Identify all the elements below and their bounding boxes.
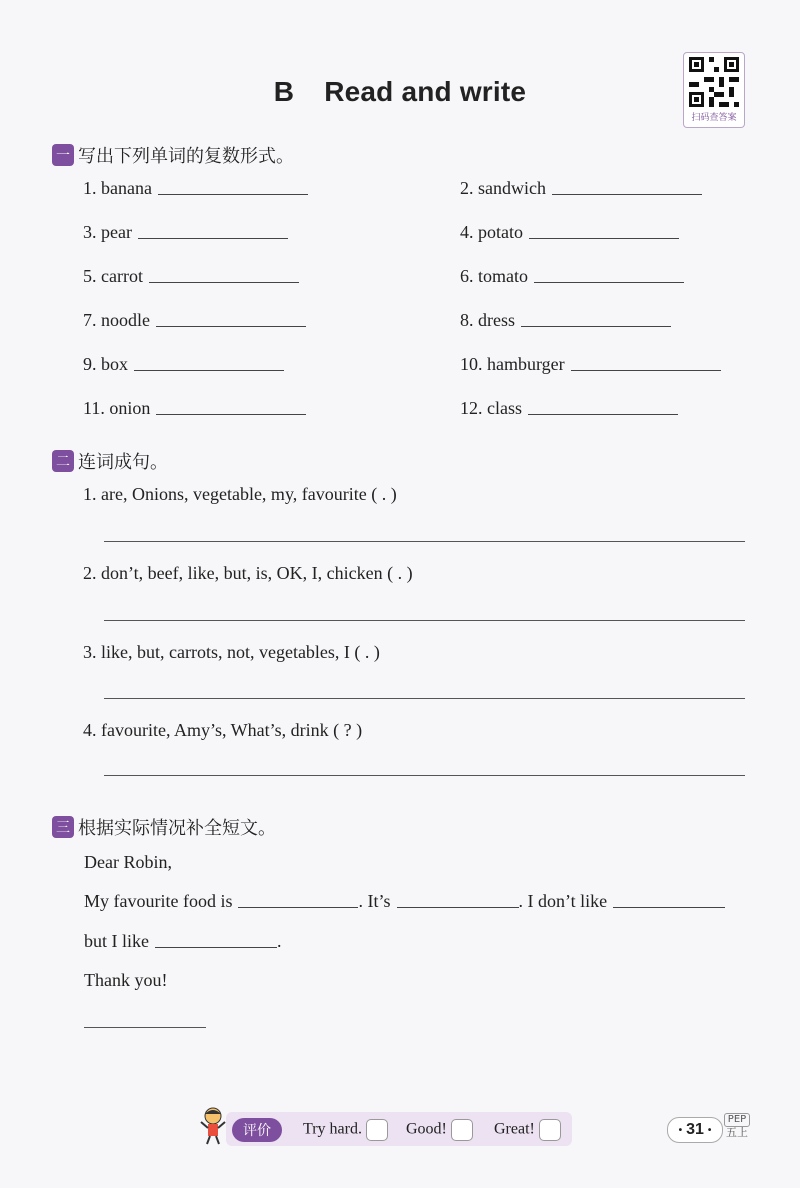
plural-item-4: 4. potato bbox=[460, 222, 679, 243]
letter-line-1: My favourite food is . It’s . I don’t like bbox=[84, 891, 725, 912]
answer-blank[interactable] bbox=[138, 237, 288, 239]
plural-item-1: 1. banana bbox=[83, 178, 308, 199]
answer-blank[interactable] bbox=[158, 193, 308, 195]
section-3-badge: 三 bbox=[52, 816, 74, 838]
section-2-title: 连词成句。 bbox=[78, 452, 168, 473]
section-3-header bbox=[52, 815, 276, 839]
sentence-prompt-1: 1. are, Onions, vegetable, my, favourite ( . ) bbox=[83, 484, 397, 504]
answer-blank[interactable] bbox=[156, 413, 306, 415]
sentence-prompt-3: 3. like, but, carrots, not, vegetables, I ( . ) bbox=[83, 642, 380, 662]
plural-item-8: 8. dress bbox=[460, 310, 671, 331]
answer-blank[interactable] bbox=[149, 281, 299, 283]
section-2-header bbox=[52, 449, 168, 473]
page-title bbox=[0, 76, 800, 108]
checkbox[interactable] bbox=[539, 1119, 561, 1141]
plural-item-10: 10. hamburger bbox=[460, 354, 721, 375]
answer-blank[interactable] bbox=[238, 906, 358, 908]
plural-item-9: 9. box bbox=[83, 354, 284, 375]
answer-blank[interactable] bbox=[529, 237, 679, 239]
answer-blank[interactable] bbox=[613, 906, 725, 908]
answer-line-4[interactable] bbox=[104, 775, 745, 776]
answer-blank[interactable] bbox=[134, 369, 284, 371]
checkbox[interactable] bbox=[366, 1119, 388, 1141]
answer-blank[interactable] bbox=[155, 946, 277, 948]
eval-option-great[interactable]: Great! bbox=[494, 1119, 561, 1141]
section-title: Read and write bbox=[324, 76, 527, 107]
plural-item-11: 11. onion bbox=[83, 398, 306, 419]
letter-line-2: but I like . bbox=[84, 931, 282, 951]
plural-item-2: 2. sandwich bbox=[460, 178, 702, 199]
section-1-header bbox=[52, 143, 294, 167]
sentence-prompt-2: 2. don’t, beef, like, but, is, OK, I, chicken ( . ) bbox=[83, 563, 413, 583]
answer-blank[interactable] bbox=[156, 325, 306, 327]
eval-option-try-hard[interactable]: Try hard. bbox=[303, 1119, 388, 1141]
plural-item-3: 3. pear bbox=[83, 222, 288, 243]
qr-code[interactable] bbox=[683, 52, 745, 128]
section-3-title: 根据实际情况补全短文。 bbox=[78, 818, 276, 839]
answer-blank[interactable] bbox=[534, 281, 684, 283]
section-letter: B bbox=[273, 76, 295, 107]
answer-blank[interactable] bbox=[528, 413, 678, 415]
signature-line[interactable] bbox=[84, 1027, 206, 1028]
section-2-badge: 二 bbox=[52, 450, 74, 472]
page-number: • 31 • bbox=[667, 1117, 723, 1143]
answer-blank[interactable] bbox=[397, 906, 519, 908]
answer-line-2[interactable] bbox=[104, 620, 745, 621]
plural-item-7: 7. noodle bbox=[83, 310, 306, 331]
letter-closing: Thank you! bbox=[84, 970, 168, 990]
checkbox[interactable] bbox=[451, 1119, 473, 1141]
section-1-badge: 一 bbox=[52, 144, 74, 166]
sentence-prompt-4: 4. favourite, Amy’s, What’s, drink ( ? ) bbox=[83, 720, 363, 740]
answer-line-3[interactable] bbox=[104, 698, 745, 699]
section-1-title: 写出下列单词的复数形式。 bbox=[78, 146, 294, 167]
plural-item-6: 6. tomato bbox=[460, 266, 684, 287]
letter-greeting: Dear Robin, bbox=[84, 852, 172, 872]
eval-option-good[interactable]: Good! bbox=[406, 1119, 473, 1141]
answer-blank[interactable] bbox=[521, 325, 671, 327]
plural-item-12: 12. class bbox=[460, 398, 678, 419]
mascot-icon bbox=[198, 1106, 228, 1146]
qr-caption: 扫码查答案 bbox=[691, 113, 737, 123]
answer-blank[interactable] bbox=[552, 193, 702, 195]
qr-icon bbox=[689, 57, 739, 107]
answer-blank[interactable] bbox=[571, 369, 721, 371]
evaluation-label: 评价 bbox=[232, 1118, 282, 1142]
edition-label: PEP 五上 bbox=[726, 1114, 748, 1139]
plural-item-5: 5. carrot bbox=[83, 266, 299, 287]
answer-line-1[interactable] bbox=[104, 541, 745, 542]
